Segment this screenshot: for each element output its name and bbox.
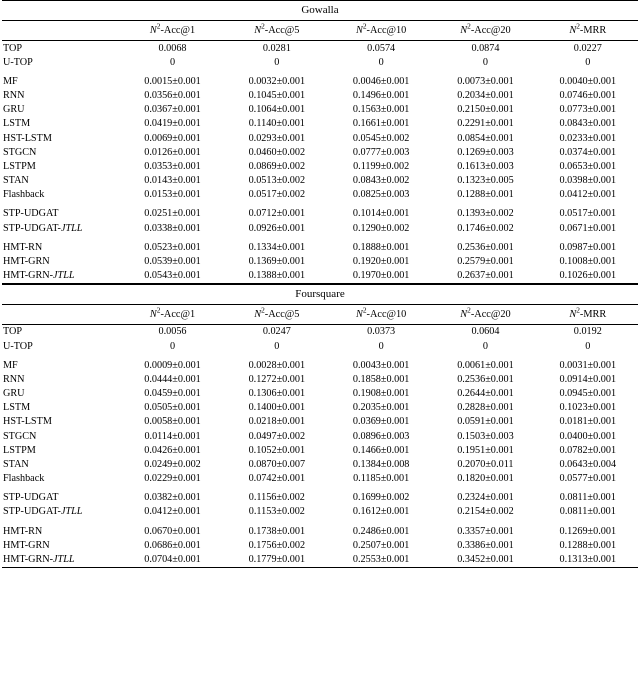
metric-value: 0.0353±0.001 [144, 160, 201, 172]
metric-value: 0.2324±0.001 [457, 492, 514, 504]
results-table [2, 284, 638, 567]
metric-value: 0 [274, 340, 280, 352]
metric-value: 0.1306±0.001 [248, 388, 306, 400]
metric-value: 0.1384±0.008 [352, 458, 410, 470]
metric-value: 0.0032±0.001 [248, 76, 306, 88]
column-header-model [2, 304, 120, 324]
metric-value: 0.1738±0.001 [248, 525, 306, 537]
metric-value: 0.0426±0.001 [144, 444, 201, 456]
metric-value: 0.0523±0.001 [144, 242, 201, 254]
metric-value: 0.0497±0.002 [248, 430, 306, 442]
metric-value: 0 [274, 56, 280, 68]
metric-value: 0.1269±0.003 [457, 146, 514, 158]
metric-value: 0.1888±0.001 [352, 242, 410, 254]
metric-value: 0.1334±0.001 [248, 242, 306, 254]
metric-value: 0 [482, 340, 488, 352]
metric-value: 0.1323±0.005 [457, 174, 514, 186]
column-header-metric: $N^2$-MRR [538, 304, 638, 324]
metric-value: 0.1014±0.001 [352, 208, 410, 220]
metric-value: 0.0874 [433, 41, 537, 56]
metric-value: 0.1288±0.001 [457, 188, 514, 200]
metric-value: 0.1290±0.002 [352, 222, 410, 234]
column-header-metric: $N^2-Acc@20$ [433, 304, 537, 324]
metric-value: 0.0043±0.001 [352, 360, 410, 372]
metric-value: 0.1052±0.001 [248, 444, 306, 456]
column-header-metric: $N^2-Acc@10$ [329, 304, 433, 324]
metric-value: 0.0742±0.001 [248, 472, 306, 484]
metric-value: 0.1156±0.002 [248, 492, 305, 504]
metric-value: 0.1820±0.001 [457, 472, 514, 484]
metric-value: 0.0369±0.001 [352, 416, 410, 428]
metric-value: 0.0591±0.001 [457, 416, 514, 428]
row-label: RNN [3, 374, 25, 386]
metric-value: 0.0031±0.001 [559, 360, 617, 372]
table-caption: Foursquare [2, 284, 638, 304]
row-label: STGCN [3, 430, 37, 442]
metric-value: 0 [169, 56, 176, 68]
metric-value: 0.1026±0.001 [559, 270, 617, 282]
metric-value: 0.0926±0.001 [248, 222, 306, 234]
metric-value: 0.0777±0.003 [352, 146, 410, 158]
metric-value: 0.0746±0.001 [559, 90, 617, 102]
metric-value: 0.2553±0.001 [352, 554, 410, 566]
metric-value: 0.1388±0.001 [248, 270, 306, 282]
metric-value: 0.0914±0.001 [559, 374, 617, 386]
metric-value: 0.0577±0.001 [559, 472, 617, 484]
row-label: MF [3, 76, 18, 88]
metric-value: 0.0293±0.001 [248, 132, 306, 144]
metric-value: 0.1313±0.001 [559, 554, 617, 566]
metric-value: 0.0686±0.001 [144, 540, 201, 552]
metric-value: 0.2486±0.001 [352, 525, 410, 537]
metric-value: 0.0192 [538, 324, 638, 339]
metric-value: 0.2536±0.001 [457, 374, 514, 386]
row-label: LSTM [3, 118, 31, 130]
metric-value: 0.1045±0.001 [248, 90, 306, 102]
metric-value: 0.0181±0.001 [559, 416, 617, 428]
metric-value: 0.0040±0.001 [559, 76, 617, 88]
metric-value: 0.1023±0.001 [559, 402, 617, 414]
row-label: U-TOP [3, 56, 33, 68]
metric-value: 0.0015±0.001 [144, 76, 201, 88]
row-label: TOP [2, 41, 120, 56]
table-bottom-rule [2, 567, 638, 568]
metric-value: 0.0896±0.003 [352, 430, 410, 442]
metric-value: 0.0249±0.002 [144, 458, 201, 470]
tables-root [2, 0, 638, 568]
metric-value: 0.0545±0.002 [352, 132, 410, 144]
metric-value: 0.1199±0.002 [353, 160, 410, 172]
metric-value: 0.0251±0.001 [144, 208, 201, 220]
row-label: STP-UDGAT [3, 492, 59, 504]
metric-value: 0.0811±0.001 [559, 506, 616, 518]
metric-value: 0.0069±0.001 [144, 132, 201, 144]
results-table [2, 0, 638, 283]
row-label: STAN [3, 458, 29, 470]
metric-value: 0.1153±0.002 [248, 506, 305, 518]
metric-value: 0.2154±0.002 [457, 506, 514, 518]
metric-value: 0.0073±0.001 [457, 76, 514, 88]
metric-value: 0.2034±0.001 [457, 90, 514, 102]
row-label: HST-LSTM [3, 132, 52, 144]
row-label: HMT-GRN [3, 540, 50, 552]
metric-value: 0.0604 [433, 324, 537, 339]
metric-value: 0.0459±0.001 [144, 388, 201, 400]
metric-value: 0.2828±0.001 [457, 402, 514, 414]
metric-value: 0.0773±0.001 [559, 104, 617, 116]
metric-value: 0.2291±0.001 [457, 118, 514, 130]
metric-value: 0 [585, 340, 591, 352]
metric-value: 0.0412±0.001 [144, 506, 201, 518]
metric-value: 0.0419±0.001 [144, 118, 201, 130]
metric-value: 0.1503±0.003 [457, 430, 514, 442]
row-label: STGCN [3, 146, 37, 158]
metric-value: 0.0945±0.001 [559, 388, 617, 400]
column-header-metric: $N^2$-MRR [538, 21, 638, 41]
metric-value: 0.0009±0.001 [144, 360, 201, 372]
metric-value: 0.0517±0.001 [559, 208, 617, 220]
metric-value: 0.1746±0.002 [457, 222, 514, 234]
metric-value: 0.0704±0.001 [144, 554, 201, 566]
row-label: HST-LSTM [3, 416, 52, 428]
metric-value: 0.1858±0.001 [352, 374, 410, 386]
metric-value: 0.1064±0.001 [248, 104, 306, 116]
metric-value: 0.0854±0.001 [457, 132, 514, 144]
metric-value: 0.2644±0.001 [457, 388, 514, 400]
metric-value: 0.2070±0.011 [457, 458, 514, 470]
metric-value: 0.1272±0.001 [248, 374, 306, 386]
metric-value: 0.0374±0.001 [559, 146, 617, 158]
metric-value: 0.0869±0.002 [248, 160, 306, 172]
metric-value: 0.0338±0.001 [144, 222, 201, 234]
row-label: LSTPM [3, 444, 36, 456]
metric-value: 0.1756±0.002 [248, 540, 306, 552]
metric-value: 0.0367±0.001 [144, 104, 201, 116]
metric-value: 0.0825±0.003 [352, 188, 410, 200]
metric-value: 0.1951±0.001 [457, 444, 514, 456]
metric-value: 0.1699±0.002 [352, 492, 410, 504]
row-label: HMT-GRN [3, 256, 50, 268]
row-label: Flashback [3, 188, 45, 200]
row-label: STP-UDGAT-JTLL [3, 506, 83, 518]
row-label: STAN [3, 174, 29, 186]
metric-value: 0.0114±0.001 [144, 430, 201, 442]
metric-value: 0.1369±0.001 [248, 256, 306, 268]
metric-value: 0.0058±0.001 [144, 416, 201, 428]
metric-value: 0.0782±0.001 [559, 444, 617, 456]
column-header-model [2, 21, 120, 41]
metric-value: 0.0543±0.001 [144, 270, 201, 282]
metric-value: 0 [585, 56, 591, 68]
metric-value: 0.0373 [329, 324, 433, 339]
metric-value: 0.0517±0.002 [248, 188, 306, 200]
metric-value: 0.0227 [538, 41, 638, 56]
metric-value: 0.0068 [120, 41, 224, 56]
metric-value: 0.1288±0.001 [559, 540, 617, 552]
metric-value: 0.0247 [225, 324, 329, 339]
metric-value: 0.0505±0.001 [144, 402, 201, 414]
metric-value: 0.0382±0.001 [144, 492, 201, 504]
metric-value: 0 [169, 340, 176, 352]
metric-value: 0.2150±0.001 [457, 104, 514, 116]
row-label: GRU [3, 104, 25, 116]
metric-value: 0.0356±0.001 [144, 90, 201, 102]
metric-value: 0.0539±0.001 [144, 256, 201, 268]
metric-value: 0.0653±0.001 [559, 160, 617, 172]
metric-value: 0.1400±0.001 [248, 402, 306, 414]
metric-value: 0 [482, 56, 488, 68]
metric-value: 0.0400±0.001 [559, 430, 617, 442]
column-header-metric: $N^2-Acc@1$ [120, 21, 224, 41]
metric-value: 0.0126±0.001 [144, 146, 201, 158]
metric-value: 0.0987±0.001 [559, 242, 617, 254]
metric-value: 0 [378, 340, 384, 352]
row-label: LSTM [3, 402, 31, 414]
row-label: HMT-GRN-JTLL [3, 270, 75, 282]
metric-value: 0.1393±0.002 [457, 208, 514, 220]
metric-value: 0.0712±0.001 [248, 208, 306, 220]
metric-value: 0.2637±0.001 [457, 270, 514, 282]
metric-value: 0.0143±0.001 [144, 174, 201, 186]
metric-value: 0.1269±0.001 [559, 525, 617, 537]
row-label: U-TOP [3, 340, 33, 352]
metric-value: 0.1563±0.001 [352, 104, 410, 116]
metric-value: 0.0513±0.002 [248, 174, 306, 186]
metric-value: 0.1466±0.001 [352, 444, 410, 456]
metric-value: 0.0460±0.002 [248, 146, 306, 158]
metric-value: 0.1908±0.001 [352, 388, 410, 400]
metric-value: 0.0046±0.001 [352, 76, 410, 88]
metric-value: 0.0229±0.001 [144, 472, 201, 484]
metric-value: 0.0218±0.001 [248, 416, 306, 428]
row-label: STP-UDGAT-JTLL [3, 222, 83, 234]
metric-value: 0.0398±0.001 [559, 174, 617, 186]
metric-value: 0.0028±0.001 [248, 360, 306, 372]
metric-value: 0.1185±0.001 [353, 472, 410, 484]
metric-value: 0.1612±0.001 [352, 506, 410, 518]
metric-value: 0.3357±0.001 [457, 525, 514, 537]
column-header-metric: $N^2-Acc@5$ [225, 304, 329, 324]
metric-value: 0.3452±0.001 [457, 554, 514, 566]
metric-value: 0.1613±0.003 [457, 160, 514, 172]
column-header-metric: $N^2-Acc@20$ [433, 21, 537, 41]
row-label: Flashback [3, 472, 45, 484]
metric-value: 0.0643±0.004 [559, 458, 617, 470]
metric-value: 0.2035±0.001 [352, 402, 410, 414]
metric-value: 0.1496±0.001 [352, 90, 410, 102]
metric-value: 0.0574 [329, 41, 433, 56]
metric-value: 0.0233±0.001 [559, 132, 617, 144]
metric-value: 0.1920±0.001 [352, 256, 410, 268]
metric-value: 0.0056 [120, 324, 224, 339]
table-caption: Gowalla [2, 1, 638, 21]
row-label: HMT-GRN-JTLL [3, 554, 75, 566]
row-label: MF [3, 360, 18, 372]
row-label: HMT-RN [3, 525, 43, 537]
metric-value: 0.0153±0.001 [144, 188, 201, 200]
metric-value: 0.1140±0.001 [248, 118, 305, 130]
metric-value: 0.3386±0.001 [457, 540, 514, 552]
metric-value: 0.1008±0.001 [559, 256, 617, 268]
metric-value: 0.0843±0.001 [559, 118, 617, 130]
column-header-metric: $N^2-Acc@10$ [329, 21, 433, 41]
metric-value: 0.0811±0.001 [559, 492, 616, 504]
row-label: TOP [2, 324, 120, 339]
row-label: LSTPM [3, 160, 36, 172]
metric-value: 0.0670±0.001 [144, 525, 201, 537]
row-label: HMT-RN [3, 242, 43, 254]
metric-value: 0.0671±0.001 [559, 222, 617, 234]
metric-value: 0.0281 [225, 41, 329, 56]
column-header-metric: $N^2-Acc@1$ [120, 304, 224, 324]
metric-value: 0.2579±0.001 [457, 256, 514, 268]
metric-value: 0.1779±0.001 [248, 554, 306, 566]
row-label: GRU [3, 388, 25, 400]
metric-value: 0.0412±0.001 [559, 188, 617, 200]
metric-value: 0.0061±0.001 [457, 360, 514, 372]
metric-value: 0.2536±0.001 [457, 242, 514, 254]
metric-value: 0.1661±0.001 [352, 118, 410, 130]
row-label: STP-UDGAT [3, 208, 59, 220]
metric-value: 0.1970±0.001 [352, 270, 410, 282]
metric-value: 0.2507±0.001 [352, 540, 410, 552]
column-header-metric: $N^2-Acc@5$ [225, 21, 329, 41]
row-label: RNN [3, 90, 25, 102]
metric-value: 0.0444±0.001 [144, 374, 201, 386]
metric-value: 0.0843±0.002 [352, 174, 410, 186]
metric-value: 0 [378, 56, 384, 68]
metric-value: 0.0870±0.007 [248, 458, 306, 470]
